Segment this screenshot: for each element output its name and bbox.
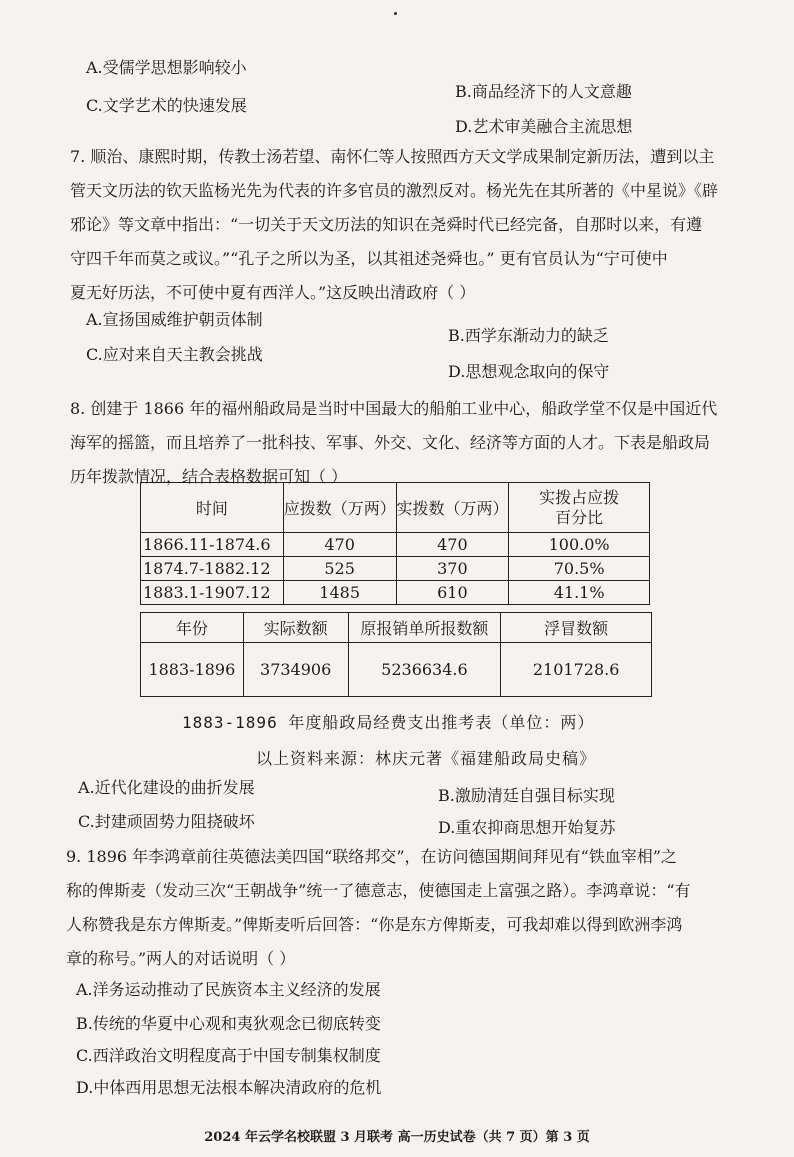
table1-cell: 1883.1-1907.12 [141,581,284,605]
table2-cell: 5236634.6 [348,643,501,697]
q9-option-d: D.中体西用思想无法根本解决清政府的危机 [76,1078,382,1097]
table1-cell: 525 [283,557,396,581]
q9-line: 9. 1896 年李鸿章前往英德法美四国“联络邦交”，在访问德国期间拜见有“铁血宰相”之 [66,847,677,866]
table1-cell: 610 [396,581,509,605]
q8-option-b: B.激励清廷自强目标实现 [438,786,615,805]
q7-option-a: A.宣扬国威维护朝贡体制 [86,310,263,329]
page-footer: 2024 年云学名校联盟 3 月联考 高一历史试卷（共 7 页）第 3 页 [204,1130,590,1145]
q9-option-a: A.洋务运动推动了民族资本主义经济的发展 [76,980,381,999]
q9-option-c: C.西洋政治文明程度高于中国专制集权制度 [76,1046,381,1065]
table-row [141,643,652,697]
q9-option-b: B.传统的华夏中心观和夷狄观念已彻底转变 [76,1014,381,1033]
q6-option-c: C.文学艺术的快速发展 [86,96,247,115]
q8-line: 海军的摇篮，而且培养了一批科技、军事、外交、文化、经济等方面的人才。下表是船政局 [70,433,711,452]
q9-line: 称的俾斯麦（发动三次“王朝战争”统一了德意志，使德国走上富强之路）。李鸿章说：“有 [66,881,691,900]
table1-header: 时间 [141,483,284,533]
table2-header: 原报销单所报数额 [348,613,501,643]
table2-cell: 3734906 [243,643,348,697]
q7-line: 守四千年而莫之或议。”“孔子之所以为圣，以其祖述尧舜也。” 更有官员认为“宁可使中 [70,249,668,268]
table1-header-percent [509,483,650,533]
table1-cell: 1874.7-1882.12 [141,557,284,581]
source-caption: 以上资料来源：林庆元著《福建船政局史稿》 [256,749,597,768]
q9-stem [66,840,766,976]
q7-line: 夏无好历法，不可使中夏有西洋人。”这反映出清政府（ ） [70,283,476,302]
table2-cell: 2101728.6 [501,643,652,697]
table-caption: 1883-1896 年度船政局经费支出推考表（单位：两） [182,713,595,732]
table1-header: 应拨数（万两） [283,483,396,533]
q7-option-d: D.思想观念取向的保守 [448,362,610,381]
q9-line: 人称赞我是东方俾斯麦。”俾斯麦听后回答：“你是东方俾斯麦，可我却难以得到欧洲李鸿 [66,915,683,934]
table1-cell: 470 [283,533,396,557]
q8-option-d: D.重农抑商思想开始复苏 [438,818,616,837]
table1-header-line: 百分比 [555,507,604,527]
allocation-table [140,482,650,605]
table-row [141,581,650,605]
table1-cell: 1485 [283,581,396,605]
q6-option-d: D.艺术审美融合主流思想 [455,117,633,136]
table1-header: 实拨数（万两） [396,483,509,533]
table1-cell: 370 [396,557,509,581]
table1-cell: 41.1% [509,581,650,605]
q7-option-c: C.应对来自天主教会挑战 [86,345,263,364]
table2-cell: 1883-1896 [141,643,244,697]
expense-table [140,612,652,697]
q9-line: 章的称号。”两人的对话说明（ ） [66,949,296,968]
q7-stem [70,140,770,310]
print-speck [394,12,397,15]
table1-header-line: 实拨占应拨 [539,487,620,507]
q6-option-b: B.商品经济下的人文意趣 [455,82,632,101]
table1-cell: 470 [396,533,509,557]
q7-line: 管天文历法的钦天监杨光先为代表的许多官员的激烈反对。杨光先在其所著的《中星说》《辟 [70,181,719,200]
q8-line: 历年拨款情况，结合表格数据可知（ ） [70,467,348,486]
q7-line: 邪论》等文章中指出：“一切关于天文历法的知识在尧舜时代已经完备，自那时以来，有遵 [70,215,703,234]
q7-option-b: B.西学东渐动力的缺乏 [448,326,609,345]
table1-cell: 70.5% [509,557,650,581]
q8-line: 8. 创建于 1866 年的福州船政局是当时中国最大的船舶工业中心，船政学堂不仅是中国近代 [70,399,718,418]
q8-option-c: C.封建顽固势力阻挠破坏 [78,812,255,831]
table-row [141,533,650,557]
table2-header: 实际数额 [243,613,348,643]
table2-header: 浮冒数额 [501,613,652,643]
table1-cell: 100.0% [509,533,650,557]
q6-option-a: A.受儒学思想影响较小 [86,58,247,77]
table-row [141,557,650,581]
q7-line: 7. 顺治、康熙时期，传教士汤若望、南怀仁等人按照西方天文学成果制定新历法，遭到以主 [70,147,715,166]
table1-cell: 1866.11-1874.6 [141,533,284,557]
q8-stem [70,392,770,494]
table2-header: 年份 [141,613,244,643]
q8-option-a: A.近代化建设的曲折发展 [78,778,255,797]
